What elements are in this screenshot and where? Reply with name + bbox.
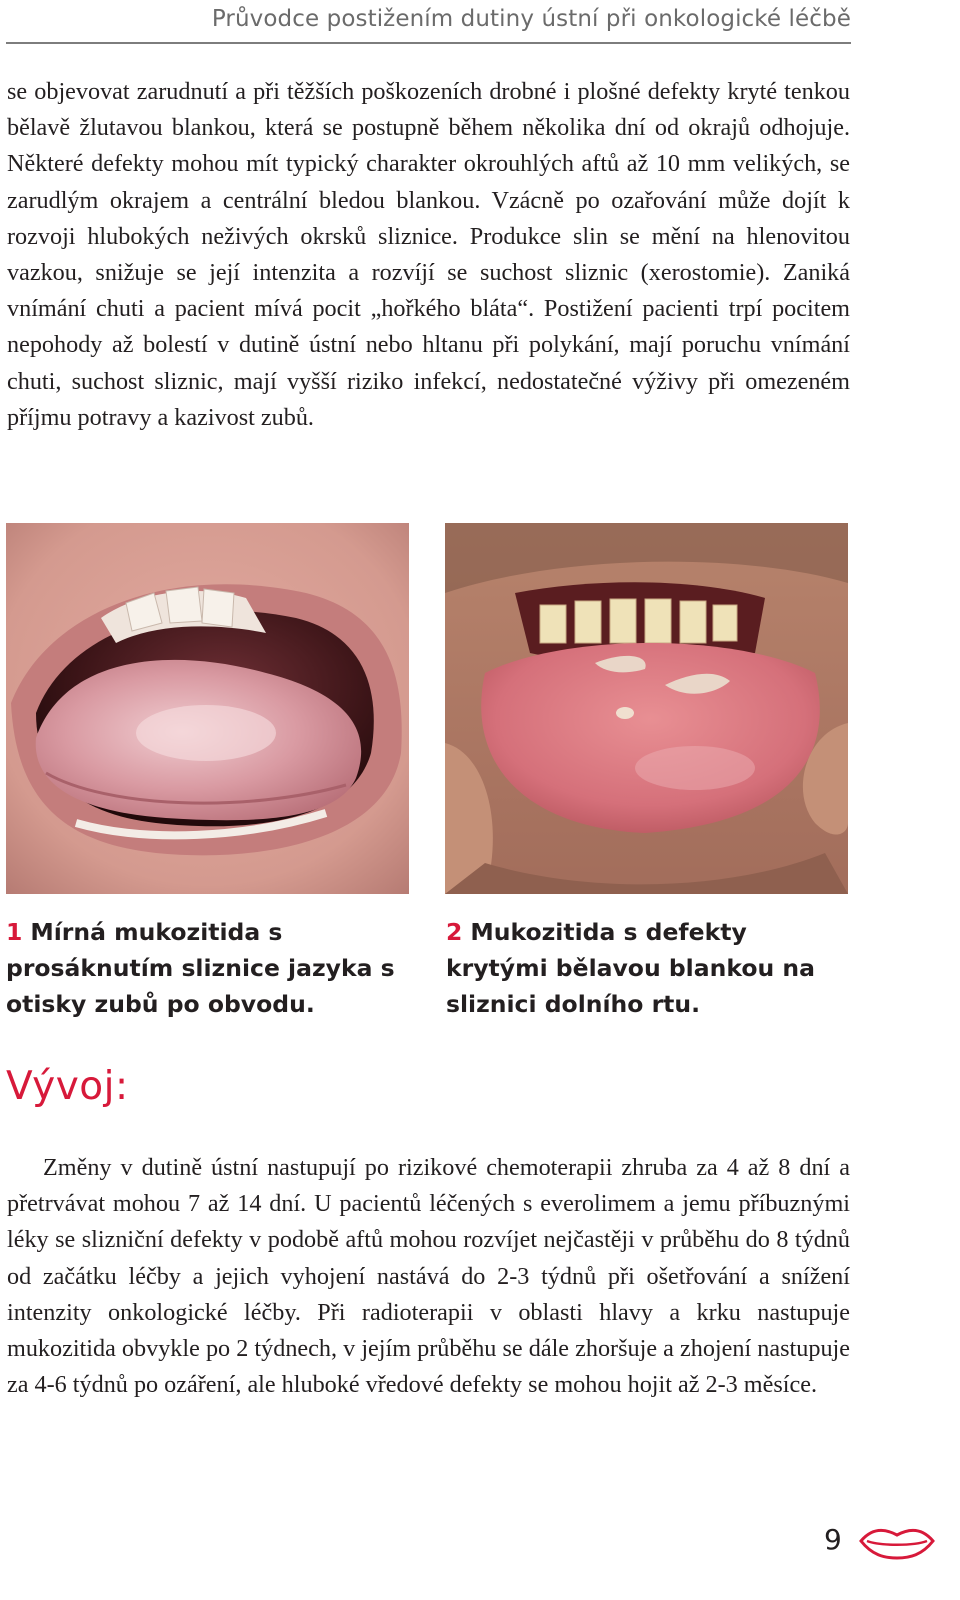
figure-2-photo (445, 523, 848, 894)
lips-logo-icon (858, 1524, 936, 1560)
section-paragraph: Změny v dutině ústní nastupují po rizikové chemoterapii zhruba za 4 až 8 dní a přetrvávat mohou 7 až 14 dní. U pacientů léčených s everolimem a jemu příbuznými léky se slizniční defekty v podobě aftů mohou rozvíjet nejčastěji v průběhu do 8 týdnů od začátku léčby a jejich vyhojení nastává do 2-3 týdnů při ošetřování a snížení intenzity onkologické léčby. Při radioterapii v oblasti hlavy a krku nastupuje mukozitida obvykle po 2 týdnech, v jejím průběhu se dále zhoršuje a zhojení nastupuje za 4-6 týdnů po ozáření, ale hluboké vředové defekty se mohou hojit až 2-3 měsíce. (7, 1154, 850, 1399)
figure-1-number: 1 (6, 918, 23, 946)
intro-paragraph: se objevovat zarudnutí a při těžších poškozeních drobné i plošné defekty kryté tenkou bělavě žlutavou blankou, která se postupně během několika dní od okrajů odhojuje. Některé defekty mohou mít typický charakter okrouhlých aftů až 10 mm velikých, se zarudlým okrajem a centrální bledou blankou. Vzácně po ozařování může dojít k rozvoji hlubokých neživých okrsků sliznice. Produkce slin se mění na hlenovitou vazkou, snižuje se její intenzita a rozvíjí se suchost sliznic (xerostomie). Zaniká vnímání chuti a pacient mívá pocit „hořkého bláta“. Postižení pacienti trpí pocitem nepohody až bolestí v dutině ústní nebo hltanu při polykání, mají poruchu vnímání chuti, suchost sliznic, mají vyšší riziko infekcí, nedostatečné výživy při omezeném příjmu potravy a kazivost zubů. (7, 78, 850, 431)
figure-1-photo (6, 523, 409, 894)
page-number: 9 (824, 1523, 842, 1556)
figure-2-caption-text: Mukozitida s defekty krytými bělavou blankou na sliznici dolního rtu. (446, 918, 815, 1018)
running-header: Průvodce postižením dutiny ústní při onkologické léčbě (6, 4, 851, 44)
figure-1-caption-text: Mírná mukozitida s prosáknutím sliznice jazyka s otisky zubů po obvodu. (6, 918, 395, 1018)
figure-2-number: 2 (446, 918, 463, 946)
figure-2-caption (446, 914, 856, 1022)
section-title: Vývoj: (6, 1064, 129, 1109)
figure-1-caption (6, 914, 416, 1022)
